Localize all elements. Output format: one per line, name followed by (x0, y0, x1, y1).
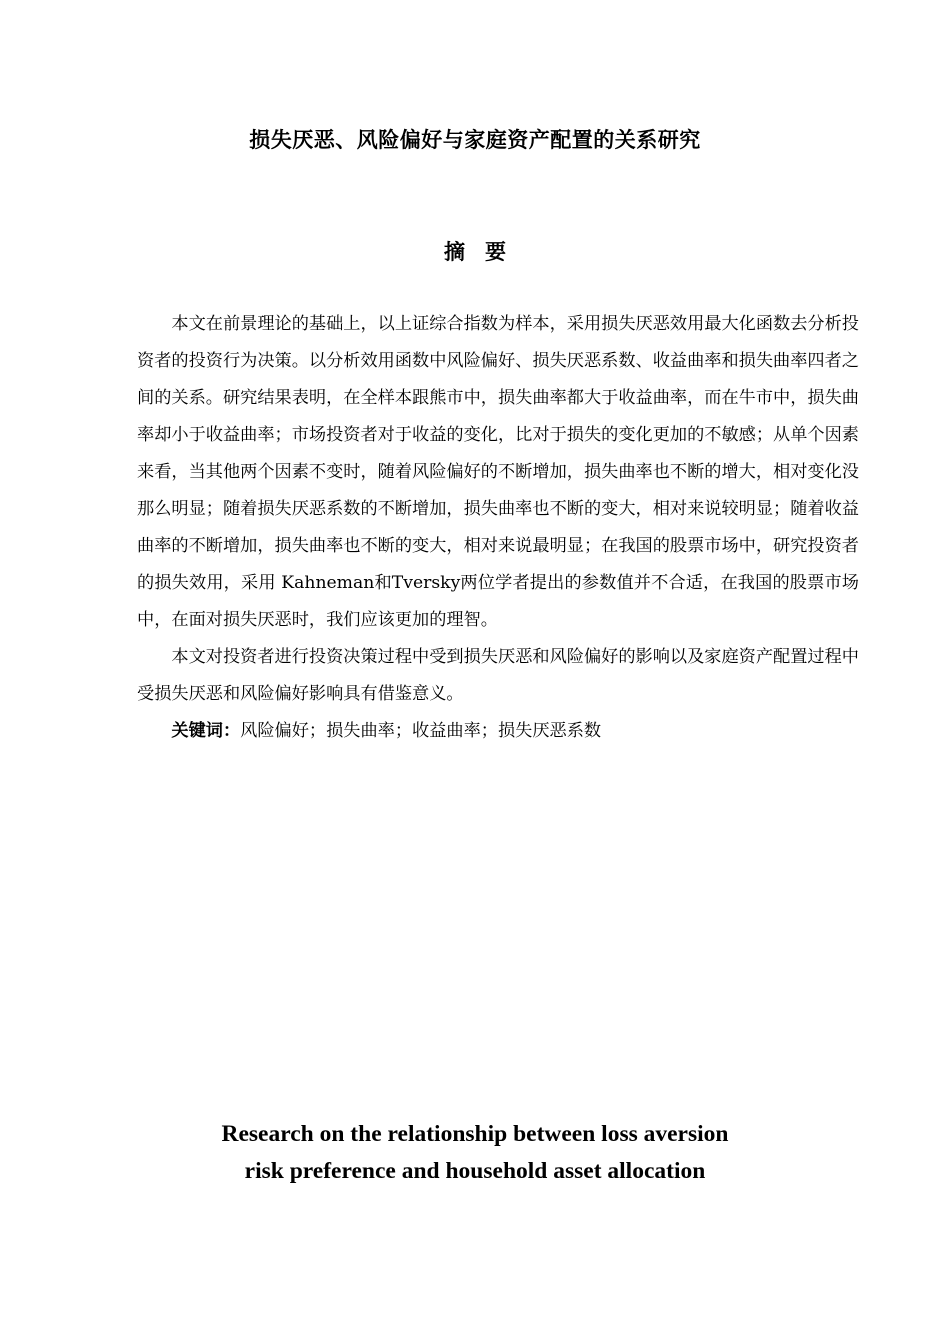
english-title (0, 1116, 950, 1190)
keywords-label: 关键词： (171, 721, 241, 741)
abstract-paragraph: 本文在前景理论的基础上，以上证综合指数为样本，采用损失厌恶效用最大化函数去分析投资者的投资行为决策。以分析效用函数中风险偏好、损失厌恶系数、收益曲率和损失曲率四者之间的关系。研究结果表明，在全样本跟熊市中，损失曲率都大于收益曲率，而在牛市中，损失曲率却小于收益曲率；市场投资者对于收益的变化，比对于损失的变化更加的不敏感；从单个因素来看，当其他两个因素不变时，随着风险偏好的不断增加，损失曲率也不断的增大，相对变化没那么明显；随着损失厌恶系数的不断增加，损失曲率也不断的变大，相对来说较明显；随着收益曲率的不断增加，损失曲率也不断的变大，相对来说最明显；在我国的股票市场中，研究投资者的损失效用，采用 Kahneman和Tversky两位学者提出的参数值并不合适，在我国的股票市场中，在面对损失厌恶时，我们应该更加的理智。 (137, 314, 859, 630)
keywords-text: 风险偏好；损失曲率；收益曲率；损失厌恶系数 (240, 721, 602, 741)
english-title-line: Research on the relationship between loss aversion (221, 1121, 729, 1147)
abstract-body (137, 306, 859, 750)
keywords-line (137, 713, 859, 750)
english-title-line: risk preference and household asset allocation (244, 1158, 706, 1184)
abstract-paragraph: 本文对投资者进行投资决策过程中受到损失厌恶和风险偏好的影响以及家庭资产配置过程中受损失厌恶和风险偏好影响具有借鉴意义。 (137, 647, 859, 704)
abstract-heading: 摘要 (444, 240, 526, 264)
chinese-title: 损失厌恶、风险偏好与家庭资产配置的关系研究 (249, 128, 701, 152)
